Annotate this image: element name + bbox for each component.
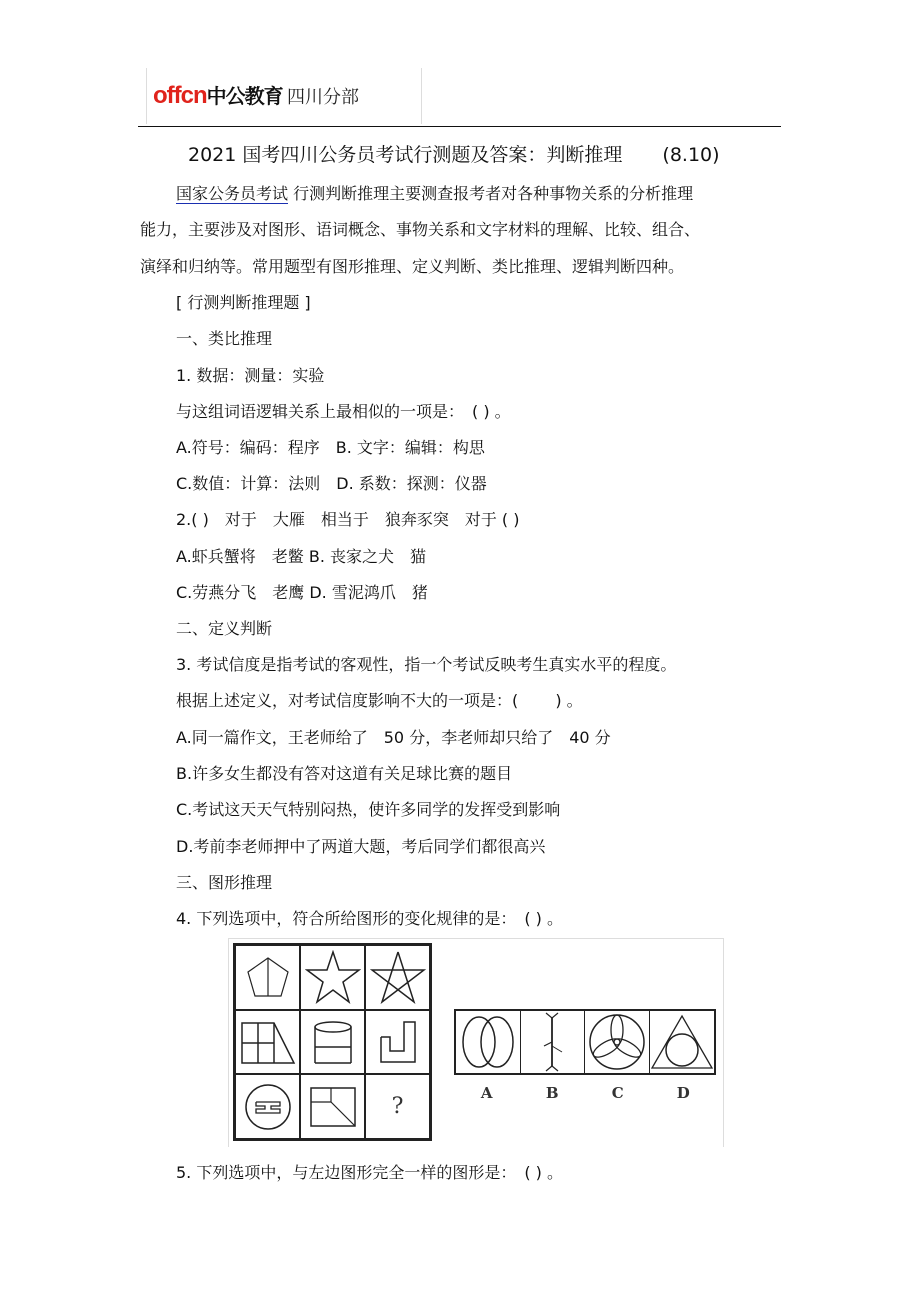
section-heading: [ 行测判断推理题 ] [176,293,311,312]
civil-exam-link[interactable]: 国家公务员考试 [176,184,289,203]
rectangle-split-icon [300,1074,365,1139]
option-b-figure [521,1011,586,1073]
option-label-d: D [676,1084,690,1102]
option-label-c: C [611,1084,624,1102]
option-d-figure [650,1011,715,1073]
question-3: 3. 考试信度是指考试的客观性，指一个考试反映考生真实水平的程度。 [176,655,677,674]
figure-grid [233,943,432,1141]
question-1-options-ab: A.符号：编码：程序 B. 文字：编辑：构思 [176,438,485,457]
question-mark: ? [391,1094,404,1120]
cylinder-icon [300,1010,365,1075]
question-3-option-c: C.考试这天天气特别闷热，使许多同学的发挥受到影响 [176,800,561,819]
option-labels [454,1084,716,1102]
title-date: (8.10) [662,144,720,166]
section-analogy: 一、类比推理 [176,329,273,348]
logo-en: offcn [153,82,207,109]
page-title [188,140,720,167]
intro-line-2: 能力，主要涉及对图形、语词概念、事物关系和文字材料的理解、比较、组合、 [140,220,701,239]
trapezoid-grid-icon [235,1010,300,1075]
branch-name: 四川分部 [287,87,359,108]
answer-options [454,1009,716,1075]
option-a-figure [456,1011,521,1073]
logo-cn: 中公教育 [206,84,283,108]
question-3-prompt: 根据上述定义，对考试信度影响不大的一项是：( ) 。 [176,691,583,710]
figure-reasoning-image [228,938,724,1147]
intro-line-1 [176,184,693,204]
question-1-prompt: 与这组词语逻辑关系上最相似的一项是： ( ) 。 [176,402,511,421]
option-label-b: B [545,1084,559,1102]
question-3-option-d: D.考前李老师押中了两道大题，考后同学们都很高兴 [176,837,546,856]
intro-text: 行测判断推理主要测查报考者对各种事物关系的分析推理 [293,184,694,203]
question-2-options-cd: C.劳燕分飞 老鹰 D. 雪泥鸿爪 猪 [176,583,428,602]
question-1-options-cd: C.数值：计算：法则 D. 系数：探测：仪器 [176,474,487,493]
option-label-a: A [480,1084,493,1102]
crossed-star-icon [365,945,430,1010]
question-3-option-a: A.同一篇作文，王老师给了 50 分，李老师却只给了 40 分 [176,728,611,747]
section-figure: 三、图形推理 [176,873,273,892]
question-5: 5. 下列选项中，与左边图形完全一样的图形是： ( ) 。 [176,1163,564,1182]
intro-line-3: 演绎和归纳等。常用题型有图形推理、定义判断、类比推理、逻辑判断四种。 [140,257,685,276]
question-2-options-ab: A.虾兵蟹将 老鳖 B. 丧家之犬 猫 [176,547,426,566]
pentagon-icon [235,945,300,1010]
header-divider [138,126,781,127]
section-definition: 二、定义判断 [176,619,273,638]
circle-symbol-icon [235,1074,300,1139]
question-4: 4. 下列选项中，符合所给图形的变化规律的是： ( ) 。 [176,909,564,928]
l-shape-icon [365,1010,430,1075]
question-2: 2.( ) 对于 大雁 相当于 狼奔豕突 对于 ( ) [176,510,520,529]
header [146,68,422,124]
offcn-logo [153,80,283,110]
question-1: 1. 数据：测量：实验 [176,366,325,385]
star-icon [300,945,365,1010]
question-mark-cell [365,1074,430,1139]
option-c-figure [585,1011,650,1073]
question-3-option-b: B.许多女生都没有答对这道有关足球比赛的题目 [176,764,513,783]
title-text: 2021 国考四川公务员考试行测题及答案：判断推理 [188,144,623,166]
